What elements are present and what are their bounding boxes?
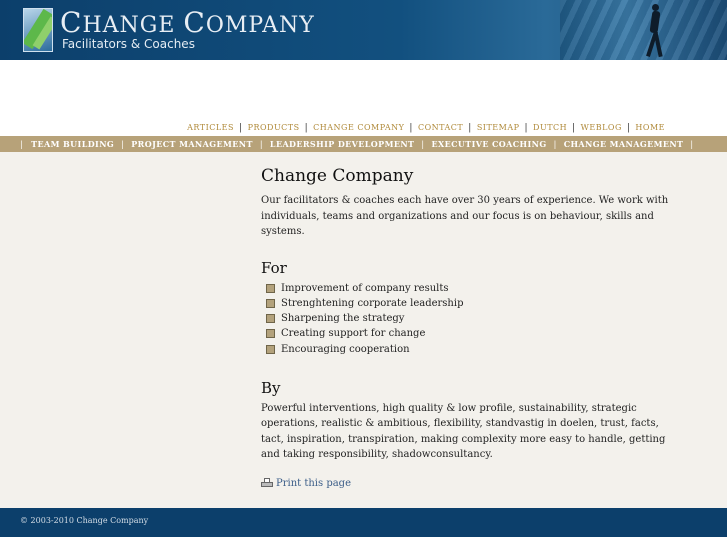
page-title: Change Company: [261, 166, 414, 186]
brand-tagline: Facilitators & Coaches: [62, 37, 195, 51]
list-item: Strenghtening corporate leadership: [261, 296, 681, 311]
for-heading: For: [261, 258, 287, 277]
nav-sitemap[interactable]: SITEMAP: [476, 123, 520, 132]
list-item: Creating support for change: [261, 326, 681, 341]
list-item: Sharpening the strategy: [261, 311, 681, 326]
cat-change-management[interactable]: CHANGE MANAGEMENT: [563, 139, 684, 149]
walking-man-icon: [648, 4, 662, 58]
nav-home[interactable]: HOME: [635, 123, 665, 132]
nav-articles[interactable]: ARTICLES: [187, 123, 235, 132]
main-content: [261, 166, 681, 489]
top-navigation: ARTICLES | PRODUCTS | CHANGE COMPANY | CONTACT | SITEMAP | DUTCH | WEBLOG | HOME: [187, 123, 665, 133]
leaf-logo-icon[interactable]: [23, 8, 53, 52]
list-item: Improvement of company results: [261, 281, 681, 296]
category-navigation: | TEAM BUILDING | PROJECT MANAGEMENT | LEADERSHIP DEVELOPMENT | EXECUTIVE COACHING | CHANGE MANAGEMENT |: [0, 136, 727, 152]
for-list: [261, 281, 681, 357]
nav-weblog[interactable]: WEBLOG: [580, 123, 622, 132]
list-item: Encouraging cooperation: [261, 342, 681, 357]
printer-icon[interactable]: [261, 478, 273, 488]
square-bullet-icon: [266, 314, 275, 323]
header-photo: [560, 0, 727, 60]
copyright-text: © 2003-2010 Change Company: [20, 516, 149, 525]
print-link[interactable]: [261, 478, 681, 489]
by-text: Powerful interventions, high quality & low profile, sustainability, strategic operations, realistic & ambitious, flexibility, standvastig in doelen, trust, facts, tact, inspiration, transpiration, making complexity more easy to handle, getting and taking responsibility, shadowconsultancy.: [261, 402, 666, 461]
print-label[interactable]: Print this page: [276, 477, 351, 489]
square-bullet-icon: [266, 284, 275, 293]
cat-project-management[interactable]: PROJECT MANAGEMENT: [131, 139, 253, 149]
brand-name[interactable]: CHANGE COMPANY: [60, 6, 315, 39]
site-footer: [0, 508, 727, 537]
cat-leadership-development[interactable]: LEADERSHIP DEVELOPMENT: [269, 139, 415, 149]
site-header: [0, 0, 727, 60]
square-bullet-icon: [266, 345, 275, 354]
cat-team-building[interactable]: TEAM BUILDING: [31, 139, 115, 149]
by-heading: By: [261, 378, 281, 397]
nav-products[interactable]: PRODUCTS: [247, 123, 300, 132]
cat-executive-coaching[interactable]: EXECUTIVE COACHING: [431, 139, 547, 149]
nav-change-company[interactable]: CHANGE COMPANY: [313, 123, 405, 132]
nav-contact[interactable]: CONTACT: [417, 123, 464, 132]
nav-dutch[interactable]: DUTCH: [533, 123, 568, 132]
square-bullet-icon: [266, 299, 275, 308]
square-bullet-icon: [266, 329, 275, 338]
intro-text: Our facilitators & coaches each have over 30 years of experience. We work with individuals, teams and organizations and our focus is on behaviour, skills and systems.: [261, 195, 669, 237]
bottom-strip: [0, 537, 727, 545]
